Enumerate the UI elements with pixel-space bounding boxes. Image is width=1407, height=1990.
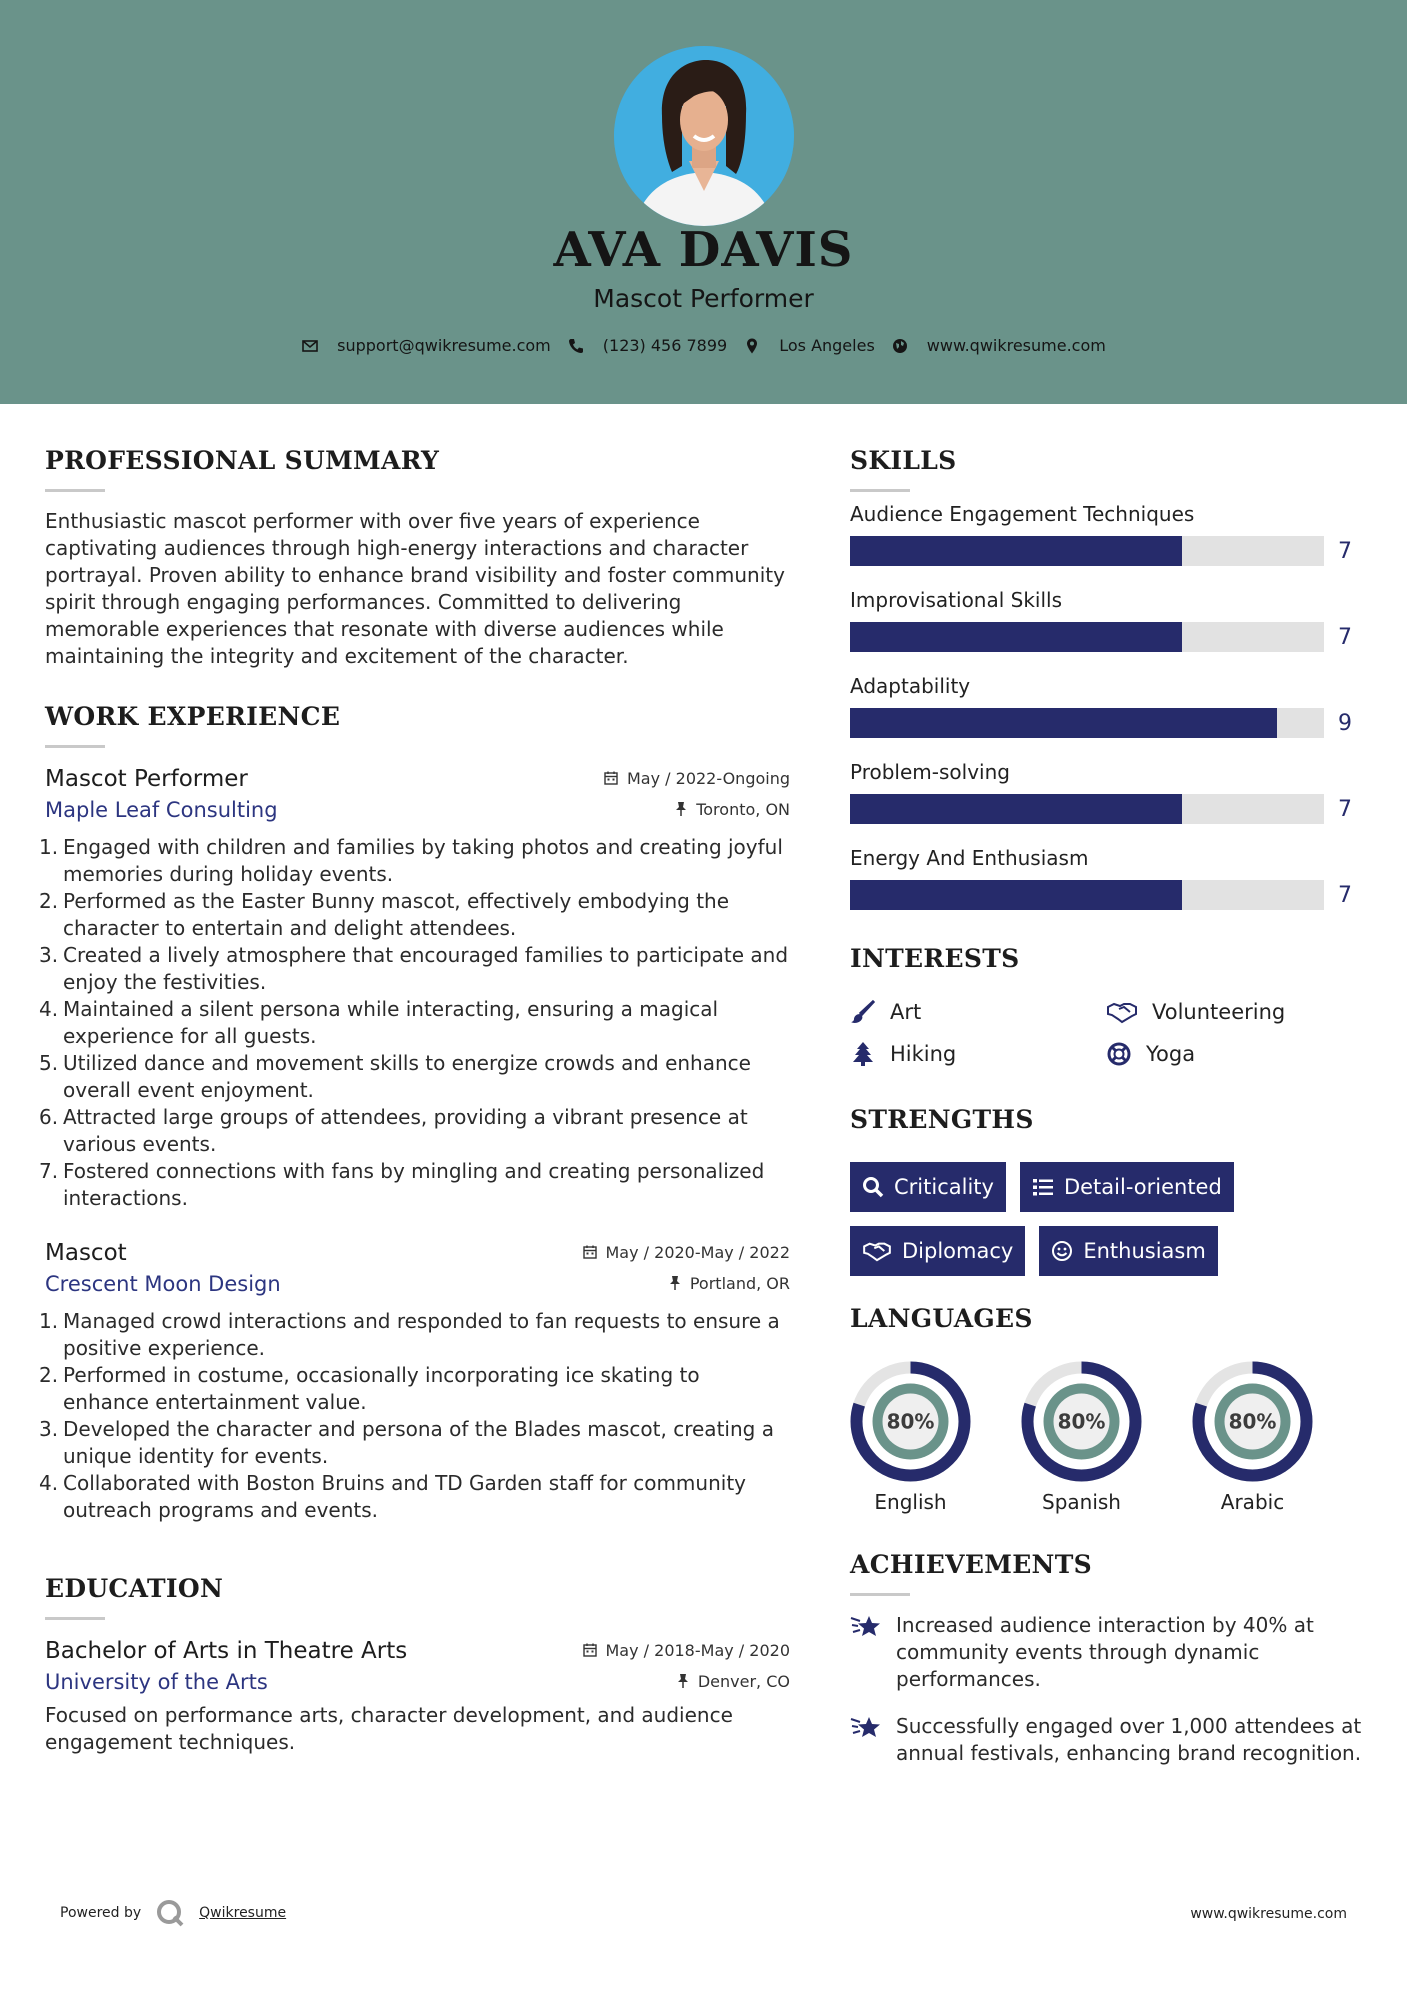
pushpin-icon bbox=[674, 801, 688, 817]
contact-phone[interactable] bbox=[567, 336, 727, 355]
language-item bbox=[1192, 1361, 1313, 1514]
job-entry bbox=[39, 1240, 790, 1524]
list-item: 4. Collaborated with Boston Bruins and TD Garden staff for community outreach programs and events. bbox=[39, 1471, 746, 1522]
school-name: University of the Arts bbox=[45, 1670, 268, 1694]
achievement-item: Increased audience interaction by 40% at community events through dynamic performances. bbox=[850, 1612, 1362, 1693]
achievements-section bbox=[850, 1550, 1362, 1767]
strengths-section bbox=[850, 1105, 1362, 1276]
contact-website-text: www.qwikresume.com bbox=[926, 336, 1106, 355]
shooting-star-icon bbox=[850, 1612, 882, 1640]
left-column bbox=[39, 446, 790, 1756]
section-divider bbox=[850, 1593, 910, 1596]
contact-website[interactable] bbox=[891, 336, 1106, 355]
company-name: Maple Leaf Consulting bbox=[45, 798, 278, 822]
language-percent: 80% bbox=[886, 1409, 935, 1434]
pushpin-icon bbox=[676, 1673, 690, 1689]
list-item: 3. Created a lively atmosphere that encouraged families to participate and enjoy the festivities. bbox=[39, 943, 789, 994]
handshake-icon bbox=[1106, 1000, 1138, 1024]
section-divider bbox=[45, 1617, 105, 1620]
duties-list bbox=[39, 1308, 790, 1524]
skills-list bbox=[850, 502, 1362, 910]
language-donut bbox=[1021, 1361, 1142, 1482]
job-location bbox=[668, 1274, 790, 1293]
skill-item bbox=[850, 502, 1362, 566]
list-item: 2. Performed in costume, occasionally incorporating ice skating to enhance entertainment value. bbox=[39, 1363, 700, 1414]
job-date-text: May / 2022-Ongoing bbox=[627, 768, 790, 788]
job-date-text: May / 2020-May / 2022 bbox=[605, 1242, 790, 1262]
list-item: 1. Managed crowd interactions and responded to fan requests to ensure a positive experience. bbox=[39, 1309, 780, 1360]
education-location-text: Denver, CO bbox=[697, 1671, 790, 1691]
skill-item bbox=[850, 674, 1362, 738]
list-item: 7. Fostered connections with fans by mingling and creating personalized interactions. bbox=[39, 1159, 765, 1210]
language-name: English bbox=[874, 1490, 947, 1514]
skill-name: Adaptability bbox=[850, 674, 971, 698]
contact-bar bbox=[0, 336, 1407, 355]
skill-bar-fill bbox=[850, 622, 1182, 652]
skill-item bbox=[850, 588, 1362, 652]
interest-item: Volunteering bbox=[1106, 999, 1362, 1025]
phone-icon bbox=[567, 337, 585, 355]
section-heading: WORK EXPERIENCE bbox=[45, 702, 341, 731]
skill-name: Energy And Enthusiasm bbox=[850, 846, 1089, 870]
list-item: 3. Developed the character and persona of the Blades mascot, creating a unique identity for events. bbox=[39, 1417, 774, 1468]
language-percent: 80% bbox=[1228, 1409, 1277, 1434]
skill-bar-fill bbox=[850, 880, 1182, 910]
job-location-text: Toronto, ON bbox=[696, 799, 790, 819]
contact-phone-text: (123) 456 7899 bbox=[602, 336, 728, 355]
skill-bar bbox=[850, 536, 1324, 566]
skill-bar bbox=[850, 708, 1324, 738]
skill-value: 7 bbox=[1338, 538, 1352, 564]
skills-section bbox=[850, 446, 1362, 910]
language-name: Spanish bbox=[1042, 1490, 1121, 1514]
list-item: 2. Performed as the Easter Bunny mascot, effectively embodying the character to entertain and delight attendees. bbox=[39, 889, 730, 940]
language-percent: 80% bbox=[1057, 1409, 1106, 1434]
section-heading: SKILLS bbox=[850, 446, 957, 475]
list-icon bbox=[1032, 1176, 1054, 1198]
handshake-icon bbox=[862, 1240, 892, 1262]
calendar-icon bbox=[603, 770, 619, 786]
list-item: 6. Attracted large groups of attendees, providing a vibrant presence at various events. bbox=[39, 1105, 748, 1156]
education-date-text: May / 2018-May / 2020 bbox=[605, 1640, 790, 1660]
paintbrush-icon bbox=[850, 999, 876, 1025]
skill-bar bbox=[850, 794, 1324, 824]
job-title: Mascot Performer bbox=[45, 766, 248, 792]
language-donut bbox=[850, 1361, 971, 1482]
strength-tag: Detail-oriented bbox=[1020, 1162, 1234, 1212]
job-date bbox=[582, 1243, 791, 1262]
contact-location bbox=[743, 336, 875, 355]
job-location-text: Portland, OR bbox=[689, 1273, 790, 1293]
skill-value: 9 bbox=[1338, 710, 1352, 736]
envelope-icon bbox=[301, 337, 319, 355]
candidate-name: AVA DAVIS bbox=[553, 222, 854, 278]
strength-tag: Criticality bbox=[850, 1162, 1006, 1212]
job-title: Mascot bbox=[45, 1240, 127, 1266]
education-date bbox=[582, 1641, 791, 1660]
section-heading: ACHIEVEMENTS bbox=[850, 1550, 1092, 1579]
lifebuoy-icon bbox=[1106, 1041, 1132, 1067]
shooting-star-icon bbox=[850, 1713, 882, 1741]
language-item bbox=[850, 1361, 971, 1514]
section-heading: INTERESTS bbox=[850, 944, 1020, 973]
section-heading: PROFESSIONAL SUMMARY bbox=[45, 446, 440, 475]
summary-section bbox=[45, 446, 790, 670]
duties-list bbox=[39, 834, 790, 1212]
skill-item bbox=[850, 846, 1362, 910]
interest-item: Hiking bbox=[850, 1041, 1106, 1067]
candidate-job-title: Mascot Performer bbox=[593, 284, 814, 313]
skill-bar bbox=[850, 880, 1324, 910]
strength-tag: Enthusiasm bbox=[1039, 1226, 1217, 1276]
language-name: Arabic bbox=[1220, 1490, 1285, 1514]
smile-icon bbox=[1051, 1240, 1073, 1262]
languages-list bbox=[850, 1361, 1362, 1514]
degree-title: Bachelor of Arts in Theatre Arts bbox=[45, 1638, 408, 1664]
contact-email-text: support@qwikresume.com bbox=[337, 336, 551, 355]
education-location bbox=[676, 1672, 790, 1691]
pushpin-icon bbox=[668, 1275, 682, 1291]
contact-email[interactable] bbox=[301, 336, 551, 355]
skill-name: Audience Engagement Techniques bbox=[850, 502, 1195, 526]
interests-section bbox=[850, 944, 1362, 1067]
section-heading: STRENGTHS bbox=[850, 1105, 1034, 1134]
job-date bbox=[603, 769, 790, 788]
strength-tag: Diplomacy bbox=[850, 1226, 1025, 1276]
experience-section bbox=[39, 702, 790, 1524]
job-entry bbox=[39, 766, 790, 1212]
company-name: Crescent Moon Design bbox=[45, 1272, 281, 1296]
tree-icon bbox=[850, 1041, 876, 1067]
skill-name: Improvisational Skills bbox=[850, 588, 1063, 612]
footer-website[interactable]: www.qwikresume.com bbox=[1190, 1906, 1347, 1922]
section-divider bbox=[45, 745, 105, 748]
section-heading: LANGUAGES bbox=[850, 1304, 1033, 1333]
language-donut bbox=[1192, 1361, 1313, 1482]
skill-name: Problem-solving bbox=[850, 760, 1010, 784]
powered-by-label: Powered by bbox=[60, 1905, 142, 1921]
skill-bar-fill bbox=[850, 536, 1182, 566]
list-item: 5. Utilized dance and movement skills to energize crowds and enhance overall event enjoyment. bbox=[39, 1051, 751, 1102]
list-item: 1. Engaged with children and families by taking photos and creating joyful memories during holiday events. bbox=[39, 835, 783, 886]
qwikresume-logo-icon bbox=[155, 1898, 185, 1928]
search-icon bbox=[862, 1176, 884, 1198]
interest-item: Art bbox=[850, 999, 1106, 1025]
list-item: 4. Maintained a silent persona while interacting, ensuring a magical experience for all guests. bbox=[39, 997, 719, 1048]
education-section bbox=[45, 1574, 790, 1756]
globe-icon bbox=[891, 337, 909, 355]
resume-header bbox=[0, 0, 1407, 404]
skill-value: 7 bbox=[1338, 796, 1352, 822]
section-divider bbox=[850, 489, 910, 492]
skill-bar-fill bbox=[850, 708, 1277, 738]
right-column bbox=[850, 446, 1362, 1767]
skill-value: 7 bbox=[1338, 882, 1352, 908]
map-pin-icon bbox=[743, 337, 761, 355]
section-heading: EDUCATION bbox=[45, 1574, 224, 1603]
calendar-icon bbox=[582, 1244, 598, 1260]
profile-photo bbox=[614, 46, 794, 226]
education-description: Focused on performance arts, character development, and audience engagement techniques. bbox=[45, 1703, 733, 1754]
languages-section bbox=[850, 1304, 1362, 1514]
brand-link[interactable]: Qwikresume bbox=[199, 1905, 287, 1921]
skill-value: 7 bbox=[1338, 624, 1352, 650]
section-divider bbox=[45, 489, 105, 492]
calendar-icon bbox=[582, 1642, 598, 1658]
language-item bbox=[1021, 1361, 1142, 1514]
summary-text: Enthusiastic mascot performer with over five years of experience captivating audiences through high-energy interactions and character portrayal. Proven ability to enhance brand visibility and foster community spirit through engaging performances. Committed to delivering memorable experiences that resonate with diverse audiences while maintaining the integrity and excitement of the character. bbox=[45, 509, 785, 668]
footer-powered-by bbox=[60, 1898, 286, 1928]
job-location bbox=[674, 800, 790, 819]
interest-item: Yoga bbox=[1106, 1041, 1362, 1067]
contact-location-text: Los Angeles bbox=[779, 336, 875, 355]
achievement-item: Successfully engaged over 1,000 attendees at annual festivals, enhancing brand recognition. bbox=[850, 1713, 1362, 1767]
skill-item bbox=[850, 760, 1362, 824]
skill-bar-fill bbox=[850, 794, 1182, 824]
skill-bar bbox=[850, 622, 1324, 652]
